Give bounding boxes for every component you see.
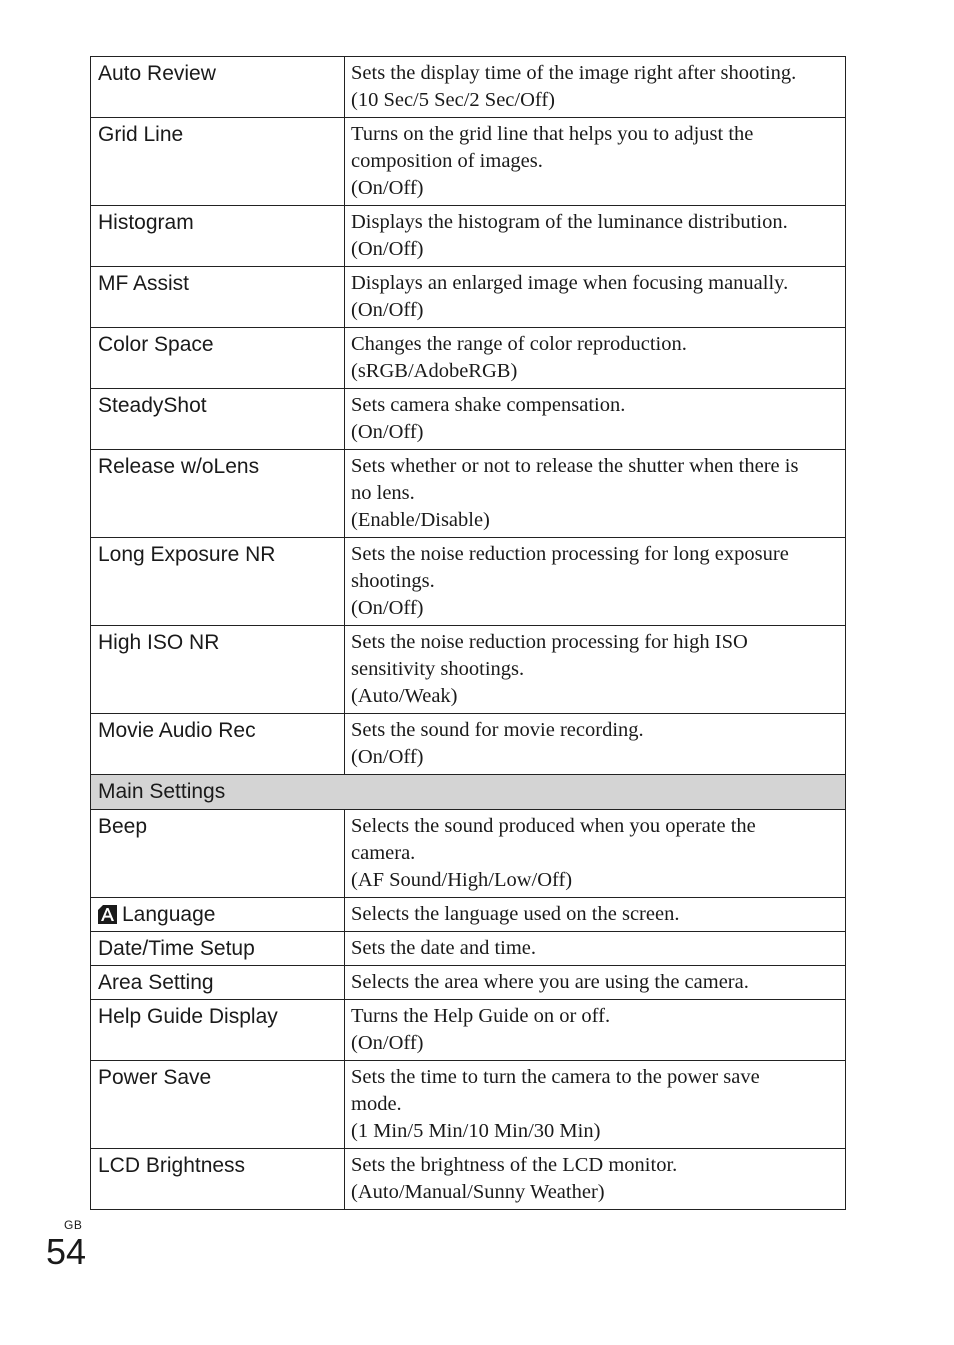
setting-description-line: (On/Off)	[351, 1032, 424, 1054]
setting-description-cell	[345, 898, 846, 932]
setting-description-line: (Enable/Disable)	[351, 509, 490, 531]
setting-name-cell	[91, 898, 345, 932]
setting-name-cell	[91, 626, 345, 714]
setting-name: Release w/oLens	[98, 455, 260, 478]
setting-description-line: Sets the brightness of the LCD monitor.	[351, 1154, 678, 1176]
setting-description-cell	[345, 714, 846, 775]
setting-description-line: (AF Sound/High/Low/Off)	[351, 869, 573, 891]
setting-name: Movie Audio Rec	[98, 719, 256, 742]
setting-description-line: Sets the time to turn the camera to the power save	[351, 1066, 760, 1088]
setting-row-movie-audio-rec	[91, 714, 846, 775]
setting-description-cell	[345, 267, 846, 328]
setting-row-date-time-setup	[91, 932, 846, 966]
setting-description-cell	[345, 118, 846, 206]
setting-name-cell	[91, 932, 345, 966]
setting-description-line: Sets the sound for movie recording.	[351, 719, 644, 741]
setting-name-cell	[91, 1149, 345, 1210]
setting-row-histogram	[91, 206, 846, 267]
setting-description-line: (1 Min/5 Min/10 Min/30 Min)	[351, 1120, 601, 1142]
setting-name: Help Guide Display	[98, 1005, 278, 1028]
setting-description-cell	[345, 1149, 846, 1210]
setting-description-cell	[345, 966, 846, 1000]
setting-name-cell	[91, 328, 345, 389]
setting-name: Grid Line	[98, 123, 184, 146]
setting-row-lcd-brightness	[91, 1149, 846, 1210]
setting-description-line: (On/Off)	[351, 177, 424, 199]
region-code: GB	[64, 1218, 83, 1232]
page-number: 54	[46, 1231, 87, 1272]
setting-name-cell	[91, 1061, 345, 1149]
setting-description-line: (On/Off)	[351, 299, 424, 321]
setting-description-cell	[345, 1061, 846, 1149]
setting-description-line: Sets camera shake compensation.	[351, 394, 626, 416]
setting-description-line: (Auto/Weak)	[351, 685, 458, 707]
setting-description-line: Changes the range of color reproduction.	[351, 333, 687, 355]
setting-description-line: Displays the histogram of the luminance distribution.	[351, 211, 788, 233]
setting-description-line: Sets the date and time.	[351, 937, 537, 959]
setting-description-cell	[345, 328, 846, 389]
setting-description-line: (On/Off)	[351, 597, 424, 619]
settings-table	[90, 56, 846, 1210]
setting-description-cell	[345, 538, 846, 626]
setting-name-cell	[91, 450, 345, 538]
setting-name: Auto Review	[98, 62, 216, 85]
setting-row-high-iso-nr	[91, 626, 846, 714]
setting-description-cell	[345, 626, 846, 714]
setting-name-cell	[91, 57, 345, 118]
setting-name: Power Save	[98, 1066, 212, 1089]
setting-row-color-space	[91, 328, 846, 389]
setting-name: Language	[122, 903, 216, 926]
section-header-main-settings: Main Settings	[91, 775, 846, 810]
setting-description-line: (On/Off)	[351, 238, 424, 260]
settings-table-body	[91, 57, 846, 1210]
setting-description-line: shootings.	[351, 570, 435, 592]
setting-description-line: no lens.	[351, 482, 415, 504]
setting-name-cell	[91, 206, 345, 267]
setting-row-grid-line	[91, 118, 846, 206]
setting-description-cell	[345, 206, 846, 267]
setting-row-long-exposure-nr	[91, 538, 846, 626]
setting-name: Color Space	[98, 333, 214, 356]
setting-description-line: camera.	[351, 842, 416, 864]
setting-row-steadyshot	[91, 389, 846, 450]
setting-description-line: Selects the area where you are using the camera.	[351, 971, 749, 993]
setting-name: Beep	[98, 815, 148, 838]
setting-description-cell	[345, 389, 846, 450]
setting-description-line: Turns on the grid line that helps you to adjust the	[351, 123, 754, 145]
setting-name: Date/Time Setup	[98, 937, 255, 960]
setting-description-line: Displays an enlarged image when focusing manually.	[351, 272, 789, 294]
setting-name-cell	[91, 538, 345, 626]
setting-description-line: composition of images.	[351, 150, 543, 172]
setting-description-line: Selects the language used on the screen.	[351, 903, 680, 925]
setting-name-cell	[91, 810, 345, 898]
setting-row-beep	[91, 810, 846, 898]
setting-description-cell	[345, 450, 846, 538]
setting-name-cell	[91, 1000, 345, 1061]
setting-description-line: Turns the Help Guide on or off.	[351, 1005, 611, 1027]
setting-description-line: Sets the noise reduction processing for high ISO	[351, 631, 748, 653]
setting-description-line: Sets whether or not to release the shutter when there is	[351, 455, 799, 477]
setting-name: Long Exposure NR	[98, 543, 276, 566]
setting-description-line: Selects the sound produced when you operate the	[351, 815, 756, 837]
setting-description-line: (Auto/Manual/Sunny Weather)	[351, 1181, 605, 1203]
setting-description-cell	[345, 810, 846, 898]
setting-description-cell	[345, 57, 846, 118]
setting-description-cell	[345, 932, 846, 966]
setting-name: MF Assist	[98, 272, 190, 295]
setting-row-release-w-olens	[91, 450, 846, 538]
setting-name: Histogram	[98, 211, 194, 234]
setting-description-line: Sets the noise reduction processing for long exposure	[351, 543, 789, 565]
setting-description-line: Sets the display time of the image right after shooting.	[351, 62, 797, 84]
setting-name: SteadyShot	[98, 394, 207, 417]
setting-row-power-save	[91, 1061, 846, 1149]
setting-row-auto-review	[91, 57, 846, 118]
setting-name-cell	[91, 267, 345, 328]
section-header-row	[91, 775, 846, 810]
setting-name: High ISO NR	[98, 631, 220, 654]
setting-name-cell	[91, 389, 345, 450]
setting-description-line: sensitivity shootings.	[351, 658, 525, 680]
setting-row-area-setting	[91, 966, 846, 1000]
setting-name-cell	[91, 966, 345, 1000]
setting-name-cell	[91, 714, 345, 775]
language-icon	[98, 905, 117, 924]
setting-description-cell	[345, 1000, 846, 1061]
setting-description-line: mode.	[351, 1093, 402, 1115]
setting-name-cell	[91, 118, 345, 206]
setting-row-language	[91, 898, 846, 932]
setting-description-line: (sRGB/AdobeRGB)	[351, 360, 518, 382]
setting-description-line: (10 Sec/5 Sec/2 Sec/Off)	[351, 89, 555, 111]
setting-row-mf-assist	[91, 267, 846, 328]
setting-name: LCD Brightness	[98, 1154, 246, 1177]
setting-description-line: (On/Off)	[351, 421, 424, 443]
setting-row-help-guide-display	[91, 1000, 846, 1061]
setting-description-line: (On/Off)	[351, 746, 424, 768]
setting-name: Area Setting	[98, 971, 214, 994]
